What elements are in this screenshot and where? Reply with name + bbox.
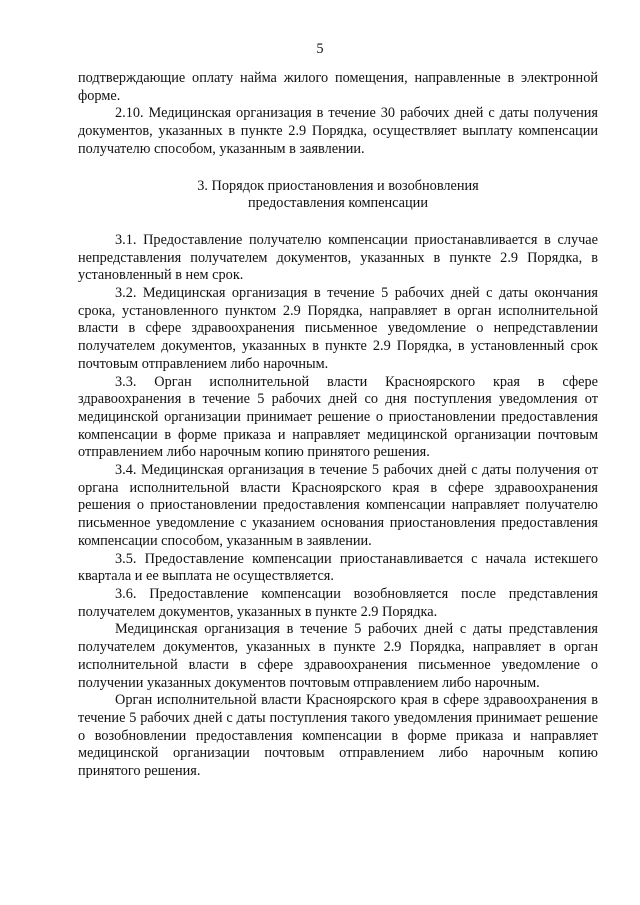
page-number: 5 bbox=[316, 41, 324, 57]
paragraph-3-1: 3.1. Предоставление получателю компенсации приостанавливается в случае непредставления получателем документов, указанных в пункте 2.9 Порядка, в установленный в нем срок. bbox=[78, 231, 598, 284]
paragraph-3-6-notification: Медицинская организация в течение 5 рабочих дней с даты представления получателем документов, указанных в пункте 2.9 Порядка, направляет в орган исполнительной власти в сфере здравоохранения письменное уведомление о получении указанных документов почтовым отправлением либо нарочным. bbox=[78, 621, 598, 691]
paragraph-3-5: 3.5. Предоставление компенсации приостанавливается с начала истекшего квартала и ее выплата не осуществляется. bbox=[78, 550, 598, 585]
paragraph-3-2: 3.2. Медицинская организация в течение 5 рабочих дней с даты окончания срока, установленного пунктом 2.9 Порядка, направляет в орган исполнительной власти в сфере здравоохранения письменное уведомление о непредставлении получателем документов, указанных в пункте 2.9 Порядка, в установленный срок почтовым отправлением либо нарочным. bbox=[78, 285, 598, 372]
paragraph-2-10: 2.10. Медицинская организация в течение 30 рабочих дней с даты получения документов, указанных в пункте 2.9 Порядка, осуществляет выплату компенсации получателю способом, указанным в заявлении. bbox=[78, 105, 598, 157]
section-title-line-1: 3. Порядок приостановления и возобновления bbox=[197, 177, 479, 194]
section-3-title bbox=[78, 178, 598, 213]
document-body bbox=[78, 70, 598, 781]
paragraph-3-6: 3.6. Предоставление компенсации возобновляется после представления получателем документов, указанных в пункте 2.9 Порядка. bbox=[78, 585, 598, 620]
paragraph-continuation: подтверждающие оплату найма жилого помещения, направленные в электронной форме. bbox=[78, 70, 598, 104]
paragraph-3-6-decision: Орган исполнительной власти Красноярского края в сфере здравоохранения в течение 5 рабочих дней с даты поступления такого уведомления принимает решение о возобновлении предоставления компенсации в форме приказа и направляет медицинской организации почтовым отправлением либо нарочным копию принятого решения. bbox=[78, 692, 598, 780]
paragraph-3-3: 3.3. Орган исполнительной власти Красноярского края в сфере здравоохранения в течение 5 рабочих дней со дня поступления уведомления от медицинской организации принимает решение о приостановлении предоставления компенсации в форме приказа и направляет медицинской организации почтовым отправлением либо нарочным копию принятого решения. bbox=[78, 373, 598, 461]
paragraph-3-4: 3.4. Медицинская организация в течение 5 рабочих дней с даты получения от органа исполнительной власти Красноярского края в сфере здравоохранения решения о приостановлении предоставления компенсации направляет получателю письменное уведомление с указанием основания приостановления предоставления компенсации способом, указанным в заявлении. bbox=[78, 462, 598, 549]
section-title-line-2: предоставления компенсации bbox=[248, 195, 428, 212]
